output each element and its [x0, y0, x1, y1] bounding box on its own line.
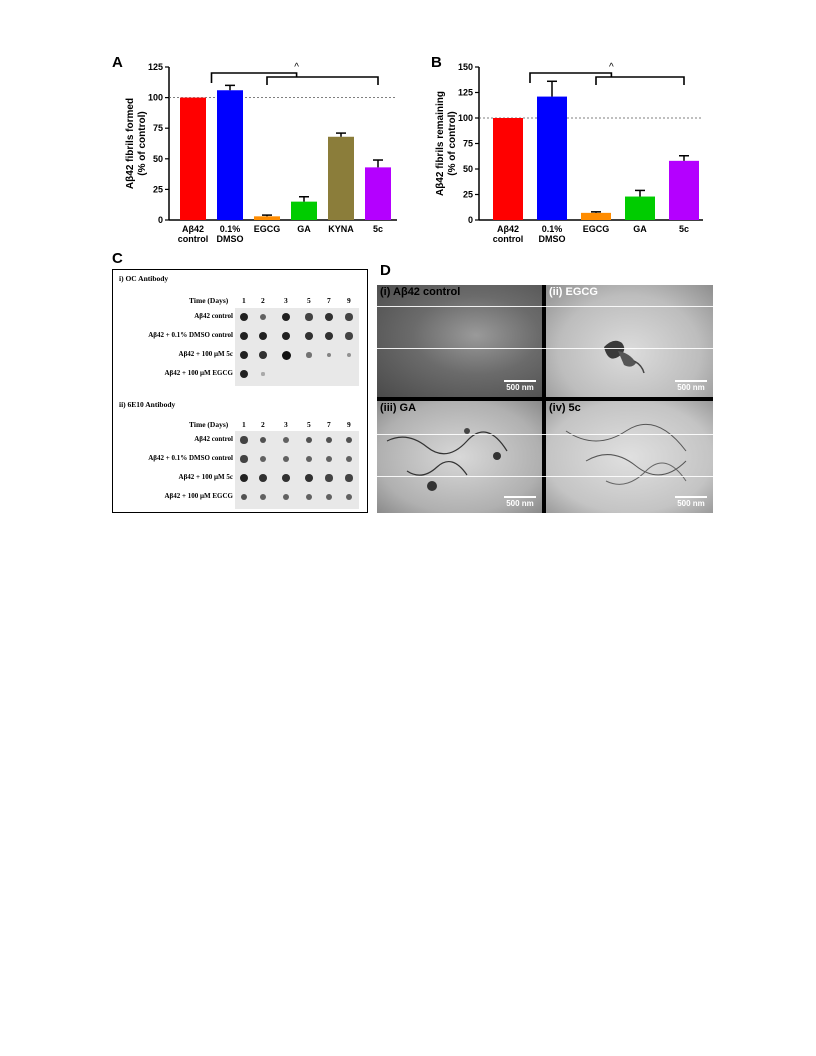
- y-axis-label: (% of control): [137, 111, 148, 176]
- tem-micrographs-panel: [377, 285, 713, 513]
- blot-dot: [306, 352, 311, 357]
- blot-row-label: Aβ42 control: [194, 312, 233, 320]
- x-tick-label: control: [492, 234, 524, 244]
- panel-letter-d: D: [380, 262, 391, 279]
- bar: [537, 97, 567, 220]
- x-tick-label: 0.1%: [219, 224, 241, 234]
- y-tick-label: 25: [152, 184, 163, 195]
- blot-dot: [325, 474, 332, 481]
- blot-dot: [305, 332, 313, 340]
- bar: [291, 202, 317, 220]
- day-label: 3: [284, 296, 288, 305]
- blot-dot: [260, 456, 266, 462]
- significance-bracket: [212, 73, 297, 83]
- blot-row-label: Aβ42 + 100 µM 5c: [178, 350, 233, 358]
- bar: [217, 90, 243, 220]
- blot-dot: [325, 332, 333, 340]
- blot-dot: [260, 494, 266, 500]
- x-tick-label: GA: [297, 224, 311, 234]
- day-label: 9: [347, 420, 351, 429]
- blot-dot: [346, 456, 352, 462]
- blot-dot: [240, 436, 247, 443]
- x-tick-label: 5c: [372, 224, 384, 234]
- blot-row-label: Aβ42 + 0.1% DMSO control: [148, 331, 233, 339]
- tem-image-control: [377, 285, 542, 397]
- blot-dot: [346, 494, 352, 500]
- y-tick-label: 0: [467, 215, 473, 225]
- blot-dot: [345, 313, 352, 320]
- blot-dot: [345, 332, 352, 339]
- blot-row-label: Aβ42 + 100 µM 5c: [178, 473, 233, 481]
- blot-row-label: Aβ42 control: [194, 435, 233, 443]
- blot-row-label: Aβ42 + 100 µM EGCG: [164, 492, 233, 500]
- blot-dot: [282, 351, 291, 360]
- y-axis-label: Aβ42 fibrils formed: [125, 97, 136, 190]
- scale-bar-egcg: 500 nm: [675, 380, 707, 392]
- day-label: 3: [284, 420, 288, 429]
- bar: [625, 197, 655, 220]
- e10-antibody-title: ii) 6E10 Antibody: [119, 400, 176, 409]
- panel-letter-c: C: [112, 250, 123, 267]
- tem-image-egcg: [546, 285, 713, 397]
- day-label: 7: [327, 420, 331, 429]
- panel-letter-a: A: [112, 54, 123, 71]
- y-tick-label: 125: [457, 87, 473, 98]
- day-label: 5: [307, 420, 311, 429]
- y-axis-label: Aβ42 fibrils remaining: [435, 90, 446, 197]
- oc-antibody-title: i) OC Antibody: [119, 274, 169, 283]
- significance-bracket: [596, 77, 684, 85]
- blot-dot: [260, 314, 266, 320]
- x-tick-label: 0.1%: [541, 224, 563, 234]
- y-axis-label: (% of control): [447, 111, 458, 176]
- x-tick-label: control: [177, 234, 209, 244]
- y-tick-label: 0: [157, 215, 163, 225]
- day-label: 2: [261, 420, 265, 429]
- blot-dot: [240, 455, 247, 462]
- x-tick-label: Aβ42: [181, 224, 205, 234]
- blot-dot: [259, 351, 267, 359]
- blot-dot: [283, 494, 289, 500]
- bar: [365, 167, 391, 220]
- oc-time-label: Time (Days): [189, 296, 229, 305]
- blot-dot: [282, 474, 290, 482]
- blot-dot: [345, 474, 352, 481]
- x-tick-label: Aβ42: [496, 224, 520, 234]
- y-tick-label: 125: [147, 62, 163, 72]
- scale-bar-control: 500 nm: [504, 380, 536, 392]
- x-tick-label: DMSO: [538, 234, 566, 244]
- x-tick-label: GA: [633, 224, 647, 234]
- blot-dot: [283, 456, 289, 462]
- bar: [669, 161, 699, 220]
- blot-dot: [325, 313, 333, 321]
- y-tick-label: 75: [462, 138, 473, 149]
- day-label: 1: [242, 420, 246, 429]
- tem-title-control: (i) Aβ42 control: [380, 286, 461, 298]
- tem-image-ga: [377, 401, 542, 513]
- tem-title-ga: (iii) GA: [380, 402, 417, 414]
- bar: [493, 118, 523, 220]
- e10-membrane: [235, 431, 359, 509]
- y-tick-label: 25: [462, 189, 473, 200]
- day-label: 2: [261, 296, 265, 305]
- blot-dot: [326, 494, 332, 500]
- blot-dot: [305, 474, 313, 482]
- significance-bracket: [267, 77, 378, 85]
- bar: [328, 137, 354, 220]
- e10-time-label: Time (Days): [189, 420, 229, 429]
- blot-row-label: Aβ42 + 100 µM EGCG: [164, 369, 233, 377]
- blot-dot: [326, 456, 332, 462]
- blot-dot: [259, 474, 267, 482]
- day-label: 9: [347, 296, 351, 305]
- x-tick-label: DMSO: [216, 234, 244, 244]
- y-tick-label: 150: [457, 62, 473, 72]
- dot-blot-panel: [112, 269, 368, 513]
- significance-marker: ^: [294, 62, 299, 73]
- y-tick-label: 75: [152, 123, 163, 134]
- scale-bar-ga: 500 nm: [504, 496, 536, 508]
- significance-marker: ^: [609, 62, 614, 73]
- blot-dot: [306, 456, 312, 462]
- tem-title-egcg: (ii) EGCG: [549, 286, 598, 298]
- chart-b-fibrils-remaining: [428, 52, 728, 252]
- blot-row-label: Aβ42 + 0.1% DMSO control: [148, 454, 233, 462]
- tem-title-5c: (iv) 5c: [549, 402, 581, 414]
- chart-a-fibrils-formed: [112, 52, 412, 252]
- x-tick-label: KYNA: [328, 224, 354, 234]
- panel-letter-b: B: [431, 54, 442, 71]
- y-tick-label: 50: [462, 164, 473, 174]
- x-tick-label: 5c: [678, 224, 690, 234]
- blot-dot: [261, 372, 264, 375]
- tem-image-5c: [546, 401, 713, 513]
- x-tick-label: EGCG: [253, 224, 281, 234]
- day-label: 7: [327, 296, 331, 305]
- bar: [581, 213, 611, 220]
- y-tick-label: 100: [457, 113, 473, 123]
- oc-membrane: [235, 308, 359, 386]
- day-label: 1: [242, 296, 246, 305]
- significance-bracket: [530, 73, 611, 83]
- blot-dot: [283, 437, 289, 443]
- blot-dot: [306, 494, 312, 500]
- bar: [254, 216, 280, 220]
- y-tick-label: 50: [152, 153, 163, 164]
- day-label: 5: [307, 296, 311, 305]
- bar: [180, 98, 206, 220]
- scale-bar-5c: 500 nm: [675, 496, 707, 508]
- x-tick-label: EGCG: [582, 224, 610, 234]
- y-tick-label: 100: [147, 92, 163, 103]
- blot-dot: [305, 313, 312, 320]
